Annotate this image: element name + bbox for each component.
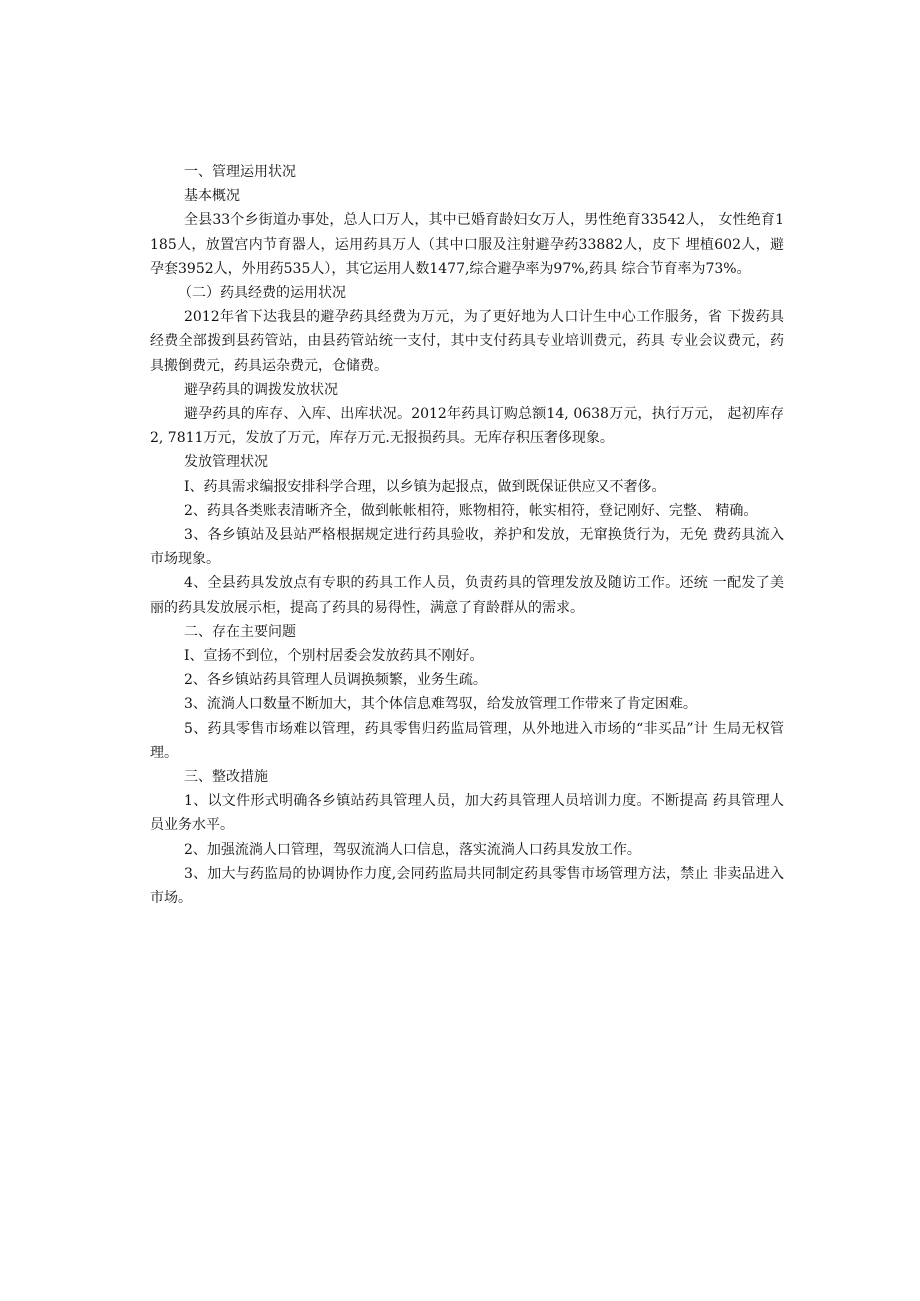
list-item-measure-2: 2、加强流淌人口管理，驾驭流淌人口信息，落实流淌人口药具发放工作。 — [184, 841, 641, 858]
list-item-distribution-1: I、药具需求编报安排科学合理，以乡镇为起报点，做到既保证供应又不奢侈。 — [184, 478, 666, 495]
list-item-measure-1: 1、以文件形式明确各乡镇站药具管理人员，加大药具管理人员培训力度。不断提高 药具管理人员业务水平。 — [150, 793, 784, 834]
list-item-measure-3: 3、加大与药监局的协调协作力度,会同药监局共同制定药具零售市场管理方法，禁止 非卖品进入市场。 — [150, 865, 784, 907]
subheading-funds: （二）药具经费的运用状况 — [178, 285, 346, 302]
list-item-problem-3: 3、流淌人口数量不断加大，其个体信息难驾驭，给发放管理工作带来了肯定困难。 — [184, 696, 697, 713]
list-item-problem-5: 5、药具零售市场难以管理，药具零售归药监局管理，从外地进入市场的“非买品”计 生局无权管理。 — [150, 720, 784, 761]
subheading-overview: 基本概况 — [184, 188, 240, 205]
list-item-distribution-4: 4、全县药具发放点有专职的药具工作人员，负责药具的管理发放及随访工作。还统 一配发了美丽的药具发放展示柜，提高了药具的易得性，满意了育龄群从的需求。 — [150, 575, 784, 616]
paragraph-funds: 2012年省下达我县的避孕药具经费为万元，为了更好地为人口计生中心工作服务，省 下拨药具经费全部拨到县药管站，由县药管站统一支付，其中支付药具专业培训费元，药具 专业会议费元，药具搬倒费元，药具运杂费元，仓储费。 — [150, 309, 784, 374]
list-item-distribution-2: 2、药具各类账表清晰齐全，做到帐帐相符，账物相符，帐实相符，登记刚好、完整、 精确。 — [184, 502, 758, 519]
list-item-distribution-3: 3、各乡镇站及县站严格根据规定进行药具验收，养护和发放，无窜换货行为，无免 费药具流入市场现象。 — [150, 527, 784, 568]
list-item-problem-2: 2、各乡镇站药具管理人员调换频繁，业务生疏。 — [184, 672, 487, 689]
document-body — [150, 160, 784, 910]
section-heading-management: 一、管理运用状况 — [184, 164, 296, 180]
section-heading-problems: 二、存在主要问题 — [184, 623, 296, 640]
paragraph-overview: 全县33个乡街道办事处，总人口万人，其中已婚育龄妇女万人，男性绝育33542人， 女性绝育1185人，放置宫内节育器人，运用药具万人（其中口服及注射避孕药33882人，皮下 埋植602人，避孕套3952人，外用药535人），其它运用人数1477,综合避孕率为97%,药具 综合节育率为73%。 — [150, 212, 784, 277]
section-heading-measures: 三、整改措施 — [184, 769, 268, 786]
list-item-problem-1: I、宣扬不到位，个别村居委会发放药具不刚好。 — [184, 648, 484, 665]
subheading-allocation: 避孕药具的调拨发放状况 — [184, 381, 338, 398]
subheading-distribution: 发放管理状况 — [184, 454, 268, 471]
paragraph-allocation: 避孕药具的库存、入库、出库状况。2012年药具订购总额14, 0638万元，执行万元， 起初库存2, 7811万元，发放了万元，库存万元.无报损药具。无库存积压奢侈现象。 — [150, 406, 784, 447]
